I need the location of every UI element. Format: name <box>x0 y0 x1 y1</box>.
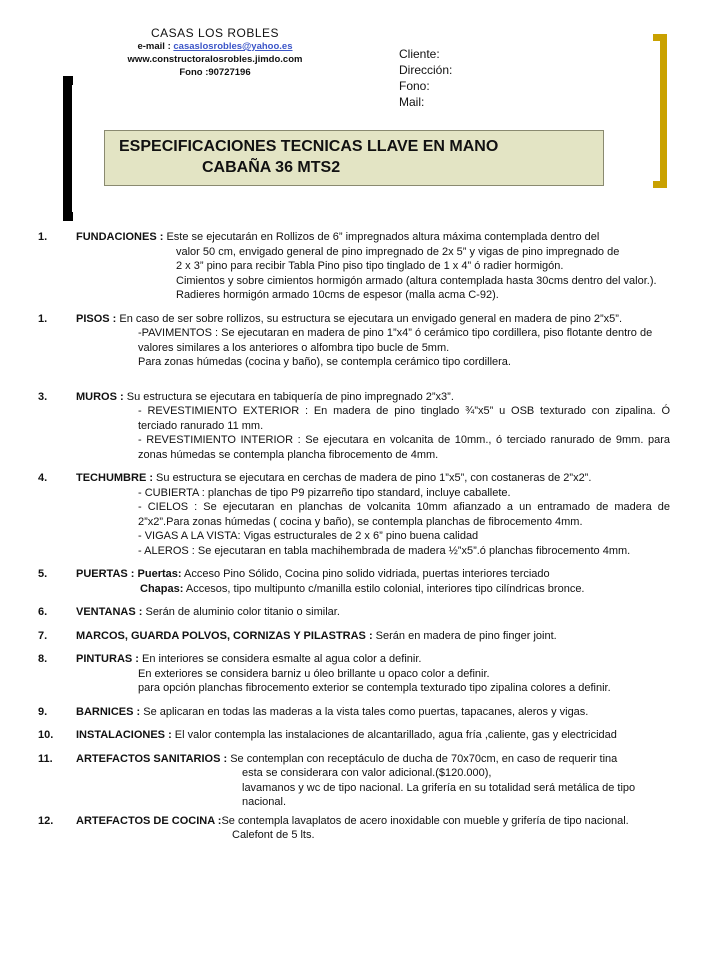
item-text: para opción planchas fibrocemento exterior se contempla texturado tipo zipalina colores a definir. <box>138 682 611 694</box>
item-text: En exteriores se considera barniz u óleo brillante u opaco color a definir. <box>138 667 490 680</box>
item-number: 11. <box>38 752 53 765</box>
locks-label: Chapas: <box>140 582 184 595</box>
specifications-list <box>38 230 670 843</box>
title-box <box>104 130 604 186</box>
spec-item-sanitarios <box>38 752 670 810</box>
spec-item-puertas <box>38 567 670 596</box>
company-header <box>95 26 335 79</box>
item-title: PISOS : <box>76 312 117 325</box>
spec-item-barnices <box>38 705 670 720</box>
spec-item-marcos <box>38 629 670 644</box>
item-number: 4. <box>38 472 48 484</box>
item-title: PINTURAS : <box>76 653 139 665</box>
item-title: ARTEFACTOS DE COCINA : <box>76 814 222 827</box>
item-number: 6. <box>38 606 48 618</box>
spec-item-pinturas <box>38 652 670 696</box>
website-line: www.constructoralosrobles.jimdo.com <box>127 54 303 65</box>
item-title: BARNICES : <box>76 705 141 718</box>
phone-line: Fono :90727196 <box>179 67 251 78</box>
item-number: 10. <box>38 729 54 741</box>
item-title: PUERTAS : <box>76 568 135 580</box>
client-label: Cliente: <box>399 47 440 61</box>
item-title: ARTEFACTOS SANITARIOS : <box>76 752 228 765</box>
email-label: e-mail : <box>137 41 174 52</box>
spec-item-fundaciones <box>38 230 670 303</box>
item-text: - CUBIERTA : planchas de tipo P9 pizarreño tipo standard, incluye caballete. <box>138 486 511 499</box>
item-text: Radieres hormigón armado 10cms de espesor (malla acma C-92). <box>176 289 499 301</box>
item-text: - REVESTIMIENTO INTERIOR : Se ejecutara en volcanita de 10mm., ó terciado ranurado de 9mm. para zonas húmedas se contempla plancha fibrocemento de 4mm. <box>138 434 670 461</box>
spec-item-pisos <box>38 312 670 370</box>
item-text: Accesos, tipo multipunto c/manilla estilo colonial, interiores tipo cilíndricas bronce. <box>183 582 585 595</box>
item-text: En caso de ser sobre rollizos, su estructura se ejecutara un envigado general en madera de pino 2”x5”. <box>116 312 623 325</box>
email-link[interactable]: casaslosrobles@yahoo.es <box>173 41 293 52</box>
item-text: Se contempla lavaplatos de acero inoxidable con mueble y grifería de tipo nacional. <box>221 814 629 827</box>
spec-item-muros <box>38 390 670 463</box>
right-bracket-decoration <box>653 34 667 188</box>
item-number: 1. <box>38 312 48 325</box>
item-title: MUROS : <box>76 390 124 403</box>
item-text: El valor contempla las instalaciones de alcantarillado, agua fría ,caliente, gas y electricidad <box>171 729 617 741</box>
item-text: - ALEROS : Se ejecutaran en tabla machihembrada de madera ½”x5”.ó planchas fibrocemento 4mm. <box>138 544 631 557</box>
item-text: Su estructura se ejecutara en tabiquería de pino impregnado 2”x3”. <box>123 390 454 403</box>
item-number: 1. <box>38 231 48 243</box>
item-title: TECHUMBRE : <box>76 472 153 484</box>
item-text: esta se considerara con valor adicional.($120.000), <box>242 767 492 779</box>
document-title: ESPECIFICACIONES TECNICAS LLAVE EN MANO <box>119 138 499 155</box>
item-title: INSTALACIONES : <box>76 729 172 741</box>
client-fields <box>399 46 452 110</box>
item-number: 8. <box>38 653 48 665</box>
item-number: 5. <box>38 568 48 580</box>
item-number: 7. <box>38 629 48 642</box>
document-subtitle: CABAÑA 36 MTS2 <box>202 159 341 176</box>
item-title: VENTANAS : <box>76 606 143 618</box>
address-label: Dirección: <box>399 63 453 77</box>
spec-item-cocina <box>38 814 670 843</box>
phone-label: Fono: <box>399 79 430 93</box>
item-title: MARCOS, GUARDA POLVOS, CORNIZAS Y PILASTRAS : <box>76 629 373 642</box>
doors-label: Puertas: <box>137 568 182 580</box>
item-text: Su estructura se ejecutara en cerchas de madera de pino 1”x5”, con costaneras de 2”x2”. <box>153 472 592 484</box>
item-text: Se contemplan con receptáculo de ducha de 70x70cm, en caso de requerir tina <box>227 752 618 765</box>
spec-item-instalaciones <box>38 728 670 743</box>
item-text: Serán en madera de pino finger joint. <box>372 629 557 642</box>
item-number: 3. <box>38 390 48 403</box>
item-text: Se aplicaran en todas las maderas a la vista tales como puertas, tapacanes, aleros y vigas. <box>140 705 589 718</box>
item-text: Cimientos y sobre cimientos hormigón armado (altura contemplada hasta 30cms dentro del valor.). <box>176 274 657 287</box>
item-text: Acceso Pino Sólido, Cocina pino solido vidriada, puertas interiores terciado <box>181 568 550 580</box>
item-text: Serán de aluminio color titanio o similar. <box>142 606 340 618</box>
item-title: FUNDACIONES : <box>76 231 164 243</box>
spec-item-ventanas <box>38 605 670 620</box>
item-text: 2 x 3” pino para recibir Tabla Pino piso tipo tinglado de 1 x 4” ó radier hormigón. <box>176 260 564 272</box>
item-number: 12. <box>38 814 54 827</box>
mail-label: Mail: <box>399 95 425 109</box>
item-text: - CIELOS : Se ejecutaran en planchas de volcanita 10mm afianzado a un entramado de madera de 2”x2”.Para zonas húmedas ( cocina y baño), se contempla planchas de fibrocemento 4mm. <box>138 501 670 528</box>
item-text: - REVESTIMIENTO EXTERIOR : En madera de pino tinglado ¾”x5” u OSB texturado con zipalina. Ó terciado ranurado 11 mm. <box>138 405 670 432</box>
item-text: - VIGAS A LA VISTA: Vigas estructurales de 2 x 6” pino buena calidad <box>138 530 479 542</box>
email-line <box>95 40 335 53</box>
left-bracket-decoration <box>63 76 73 221</box>
item-text: En interiores se considera esmalte al agua color a definir. <box>138 653 422 665</box>
item-text: -PAVIMENTOS : Se ejecutaran en madera de pino 1”x4” ó cerámico tipo cordillera, piso flotante dentro de valores similares a los anteriores o alfombra tipo bucle de 5mm. <box>138 327 653 354</box>
company-name: CASAS LOS ROBLES <box>150 26 280 40</box>
spec-item-techumbre <box>38 471 670 558</box>
item-text: valor 50 cm, envigado general de pino impregnado de 2x 5” y vigas de pino impregnado de <box>176 245 620 258</box>
item-text: lavamanos y wc de tipo nacional. La grifería en su totalidad será metálica de tipo nacional. <box>242 781 636 808</box>
item-number: 9. <box>38 705 48 718</box>
item-text: Calefont de 5 lts. <box>232 829 315 841</box>
item-text: Este se ejecutarán en Rollizos de 6” impregnados altura máxima contemplada dentro del <box>163 231 600 243</box>
item-text: Para zonas húmedas (cocina y baño), se contempla cerámico tipo cordillera. <box>138 356 511 368</box>
